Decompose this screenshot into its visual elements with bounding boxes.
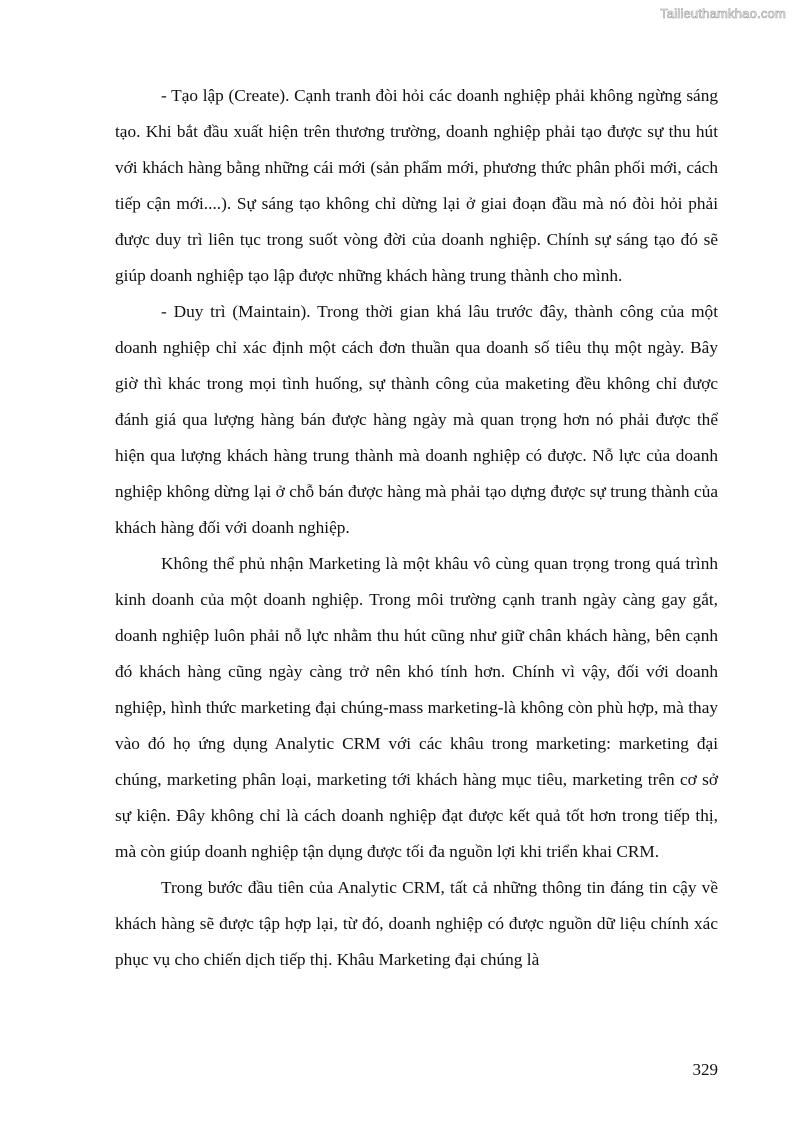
paragraph-analytic-crm: Trong bước đầu tiên của Analytic CRM, tất cả những thông tin đáng tin cậy về khách hàng sẽ được tập hợp lại, từ đó, doanh nghiệp có được nguồn dữ liệu chính xác phục vụ cho chiến dịch tiếp thị. Khâu Marketing đại chúng là — [115, 878, 718, 969]
paragraph-maintain: - Duy trì (Maintain). Trong thời gian khá lâu trước đây, thành công của một doanh nghiệp chỉ xác định một cách đơn thuần qua doanh số tiêu thụ một ngày. Bây giờ thì khác trong mọi tình huống, sự thành công của maketing đều không chỉ được đánh giá qua lượng hàng bán được hàng ngày mà quan trọng hơn nó phải được thể hiện qua lượng khách hàng trung thành mà doanh nghiệp có được. Nỗ lực của doanh nghiệp không dừng lại ở chỗ bán được hàng mà phải tạo dựng được sự trung thành của khách hàng đối với doanh nghiệp. — [115, 302, 718, 537]
watermark-text: Tailieuthamkhao.com — [660, 6, 786, 21]
paragraph-create: - Tạo lập (Create). Cạnh tranh đòi hỏi các doanh nghiệp phải không ngừng sáng tạo. Khi bắt đầu xuất hiện trên thương trường, doanh nghiệp phải tạo được sự thu hút với khách hàng bằng những cái mới (sản phẩm mới, phương thức phân phối mới, cách tiếp cận mới....). Sự sáng tạo không chỉ dừng lại ở giai đoạn đầu mà nó đòi hỏi phải được duy trì liên tục trong suốt vòng đời của doanh nghiệp. Chính sự sáng tạo đó sẽ giúp doanh nghiệp tạo lập được những khách hàng trung thành cho mình. — [115, 86, 718, 285]
document-body — [115, 78, 718, 978]
paragraph-marketing-importance: Không thể phủ nhận Marketing là một khâu vô cùng quan trọng trong quá trình kinh doanh của một doanh nghiệp. Trong môi trường cạnh tranh ngày càng gay gắt, doanh nghiệp luôn phải nỗ lực nhằm thu hút cũng như giữ chân khách hàng, bên cạnh đó khách hàng cũng ngày càng trở nên khó tính hơn. Chính vì vậy, đối với doanh nghiệp, hình thức marketing đại chúng-mass marketing-là không còn phù hợp, mà thay vào đó họ ứng dụng Analytic CRM với các khâu trong marketing: marketing đại chúng, marketing phân loại, marketing tới khách hàng mục tiêu, marketing trên cơ sở sự kiện. Đây không chỉ là cách doanh nghiệp đạt được kết quả tốt hơn trong tiếp thị, mà còn giúp doanh nghiệp tận dụng được tối đa nguồn lợi khi triển khai CRM. — [115, 554, 718, 861]
page-number: 329 — [692, 1060, 718, 1079]
